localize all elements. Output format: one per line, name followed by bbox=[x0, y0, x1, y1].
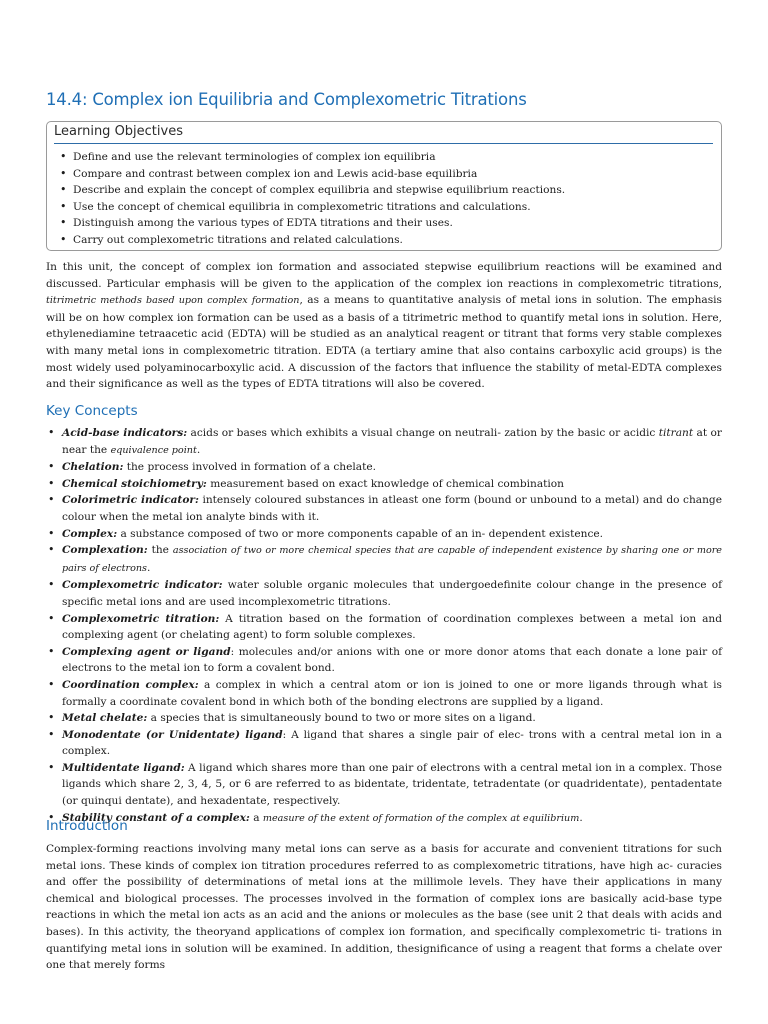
objective-item: • Distinguish among the various types of EDTA titrations and their uses. bbox=[73, 215, 721, 232]
concept-italic: titrant bbox=[658, 427, 694, 439]
concept-term: Complex: bbox=[62, 527, 118, 540]
concept-term: Colorimetric indicator: bbox=[62, 494, 199, 507]
concept-term: Complexing agent or ligand bbox=[62, 645, 231, 658]
introduction-paragraph: Complex-forming reactions involving many metal ions can serve as a basis for accurate and convenient titrations for such metal ions. These kinds of complex ion titration procedures referred to as complexometric titrations, have high ac- curacies and offer the possibility of determinations of metal ions at the millimole levels. They have their applications in many chemical and biological processes. The processes involved in the formation of complex ions are basically acid-base type reactions in which the metal ion acts as an acid and the anions or molecules as the base (see unit 2 that deals with acids and bases). In this activity, the theoryand applications of complex ion formation, and specifically complexometric ti- trations in quantifying metal ions in solution will be examined. In addition, thesignificance of using a reagent that forms a chelate over one that merely forms bbox=[46, 843, 722, 972]
intro-text: , as a means to quantitative analysis of metal ions in solution. The emphasis will be on how complex ion formation can be used as a basis of a titrimetric method to quantify metal ions in solution. Here, ethylenediamine tetraacetic acid (EDTA) will be studied as an analytical reagent or titrant that forms very stable complexes with many metal ions in complexometric titration. EDTA (a tertiary amine that also contains carboxylic acid groups) is the most widely used polyaminocarboxylic acid. A discussion of the factors that influence the stability of metal-EDTA complexes and their significance as well as the types of EDTA titrations will also be covered. bbox=[46, 294, 722, 391]
concept-definition: : molecules and/or anions with one or more donor atoms that each donate a lone pair of electrons to the metal ion to form a covalent bond. bbox=[62, 645, 722, 675]
concept-definition: measurement based on exact knowledge of chemical combination bbox=[206, 477, 565, 490]
concept-item bbox=[62, 611, 722, 644]
concept-definition: acids or bases which exhibits a visual change on neutrali- zation by the basic or acidic bbox=[187, 427, 659, 439]
objective-item: • Compare and contrast between complex ion and Lewis acid-base equilibria bbox=[73, 166, 721, 183]
concept-term: Chemical stoichiometry: bbox=[62, 477, 207, 490]
concept-term: Monodentate (or Unidentate) ligand bbox=[62, 728, 283, 741]
introduction-heading: Introduction bbox=[46, 818, 128, 834]
concept-item bbox=[62, 710, 722, 727]
concept-definition: a species that is simultaneously bound to two or more sites on a ligand. bbox=[147, 712, 536, 725]
concept-item bbox=[62, 542, 722, 577]
concept-definition: . bbox=[146, 561, 151, 574]
concept-item bbox=[62, 459, 722, 476]
objective-item: • Describe and explain the concept of complex equilibria and stepwise equilibrium reactions. bbox=[73, 182, 721, 199]
concept-definition: : A ligand that shares a single pair of elec- trons with a central metal ion in a complex. bbox=[62, 728, 722, 758]
concept-item bbox=[62, 425, 722, 459]
concept-definition: . bbox=[196, 443, 201, 456]
concept-definition: the process involved in formation of a chelate. bbox=[123, 461, 376, 474]
concept-definition: a bbox=[249, 811, 263, 824]
concept-term: Complexation: bbox=[62, 544, 148, 557]
objective-item: • Use the concept of chemical equilibria in complexometric titrations and calculations. bbox=[73, 199, 721, 216]
intro-text: In this unit, the concept of complex ion formation and associated stepwise equilibrium reactions will be examined and discussed. Particular emphasis will be given to the application of the complex ion reactions in complexometric titrations, bbox=[46, 261, 722, 290]
learning-objectives-list bbox=[47, 149, 721, 249]
key-concepts-list bbox=[46, 425, 722, 827]
intro-italic-phrase: titrimetric methods based upon complex formation bbox=[46, 295, 300, 307]
concept-definition: . bbox=[579, 811, 583, 824]
concept-item bbox=[62, 577, 722, 610]
concept-item bbox=[62, 677, 722, 710]
concept-item bbox=[62, 526, 722, 543]
concept-item bbox=[62, 492, 722, 525]
concept-item bbox=[62, 727, 722, 760]
concept-term: Complexometric titration: bbox=[62, 612, 220, 625]
concept-emphasis: association of two or more chemical species that are capable of independent existence by sharing one or more pairs of electrons bbox=[62, 545, 722, 574]
key-concepts-heading: Key Concepts bbox=[46, 403, 138, 419]
concept-term: Acid-base indicators: bbox=[62, 427, 188, 439]
concept-definition: a complex in which a central atom or ion is joined to one or more ligands through what is formally a coordinate covalent bond in which both of the bonding electrons are supplied by a ligand. bbox=[62, 678, 722, 708]
objective-item: • Define and use the relevant terminologies of complex ion equilibria bbox=[73, 149, 721, 166]
concept-emphasis: measure of the extent of formation of the complex at equilibrium bbox=[262, 812, 580, 824]
concept-definition: a substance composed of two or more components capable of an in- dependent existence. bbox=[117, 527, 604, 540]
page-title: 14.4: Complex ion Equilibria and Complexometric Titrations bbox=[46, 90, 527, 109]
concept-definition: the bbox=[147, 544, 173, 557]
concept-term: Complexometric indicator: bbox=[62, 579, 223, 592]
concept-item bbox=[62, 476, 722, 493]
concept-definition: A titration based on the formation of coordination complexes between a metal ion and complexing agent (or chelating agent) to form soluble complexes. bbox=[62, 612, 722, 642]
intro-paragraph bbox=[46, 259, 722, 393]
objective-item: • Carry out complexometric titrations and related calculations. bbox=[73, 232, 721, 249]
concept-term: Coordination complex: bbox=[62, 678, 199, 691]
concept-emphasis: equivalence point bbox=[110, 444, 197, 456]
concept-item bbox=[62, 644, 722, 677]
learning-objectives-heading: Learning Objectives bbox=[54, 122, 713, 144]
concept-term: Metal chelate: bbox=[62, 712, 148, 725]
concept-term: Multidentate ligand: bbox=[62, 761, 185, 774]
concept-term: Chelation: bbox=[62, 461, 124, 474]
concept-definition: at or near the bbox=[62, 427, 722, 456]
learning-objectives-box bbox=[46, 121, 722, 251]
concept-item bbox=[62, 810, 722, 828]
concept-term: Stability constant of a complex: bbox=[62, 811, 250, 824]
concept-item bbox=[62, 760, 722, 810]
concept-definition: water soluble organic molecules that undergoedefinite colour change in the presence of specific metal ions and are used incomplexometric titrations. bbox=[62, 579, 722, 608]
concept-definition: intensely coloured substances in atleast one form (bound or unbound to a metal) and do change colour when the metal ion analyte binds with it. bbox=[62, 494, 722, 523]
concept-definition: A ligand which shares more than one pair of electrons with a central metal ion in a complex. Those ligands which share 2, 3, 4, 5, or 6 are referred to as bidentate, tridentate, tetradentate (or quadridentate), pentadentate (or quinqui dentate), and hexadentate, respectively. bbox=[62, 761, 723, 808]
